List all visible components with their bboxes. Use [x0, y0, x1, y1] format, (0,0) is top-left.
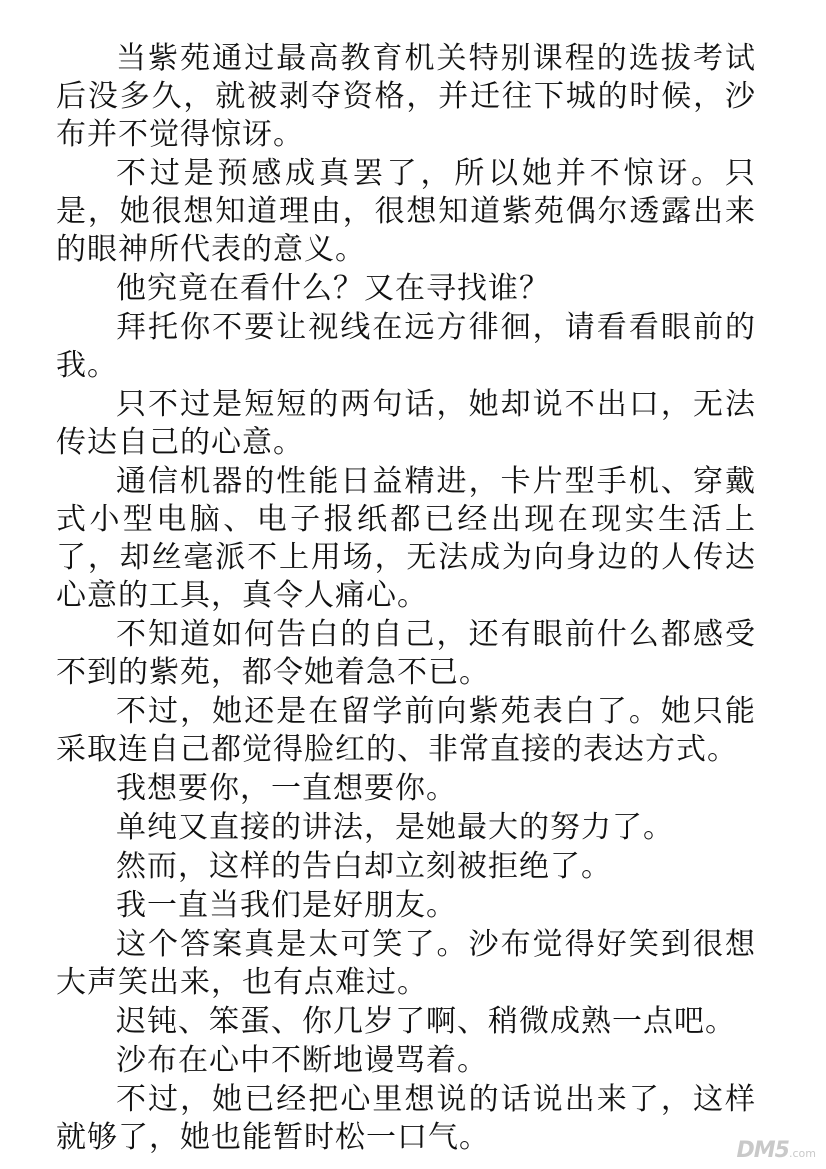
paragraph-2: 不过是预感成真罢了，所以她并不惊讶。只是，她很想知道理由，很想知道紫苑偶尔透露出来的眼神所代表的意义。: [56, 156, 756, 267]
watermark-main: DM5: [736, 1138, 789, 1163]
paragraph-9: 我想要你，一直想要你。: [116, 771, 457, 806]
site-watermark-logo: [737, 1138, 816, 1163]
paragraph-4: 拜托你不要让视线在远方徘徊，请看看眼前的我。: [56, 310, 756, 383]
paragraph-11: 然而，这样的告白却立刻被拒绝了。: [116, 849, 612, 884]
paragraph-6: 通信机器的性能日益精进，卡片型手机、穿戴式小型电脑、电子报纸都已经出现在现实生活上了，却丝毫派不上用场，无法成为向身边的人传达心意的工具，真令人痛心。: [56, 464, 756, 613]
paragraph-8: 不过，她还是在留学前向紫苑表白了。她只能采取连自己都觉得脸红的、非常直接的表达方式。: [56, 694, 756, 767]
paragraph-12: 我一直当我们是好朋友。: [116, 888, 457, 923]
paragraph-14: 迟钝、笨蛋、你几岁了啊、稍微成熟一点吧。: [116, 1004, 736, 1039]
paragraph-13: 这个答案真是太可笑了。沙布觉得好笑到很想大声笑出来，也有点难过。: [56, 927, 756, 1000]
paragraph-15: 沙布在心中不断地谩骂着。: [116, 1043, 488, 1078]
document-page: [56, 40, 756, 1158]
watermark-suffix: .com: [789, 1147, 816, 1160]
paragraph-3: 他究竟在看什么？又在寻找谁？: [116, 271, 550, 306]
paragraph-1: 当紫苑通过最高教育机关特别课程的选拔考试后没多久，就被剥夺资格，并迁往下城的时候，沙布并不觉得惊讶。: [56, 41, 756, 152]
paragraph-5: 只不过是短短的两句话，她却说不出口，无法传达自己的心意。: [56, 387, 756, 460]
paragraph-7: 不知道如何告白的自己，还有眼前什么都感受不到的紫苑，都令她着急不已。: [56, 617, 756, 690]
paragraph-10: 单纯又直接的讲法，是她最大的努力了。: [116, 810, 674, 845]
paragraph-16: 不过，她已经把心里想说的话说出来了，这样就够了，她也能暂时松一口气。: [56, 1082, 756, 1155]
